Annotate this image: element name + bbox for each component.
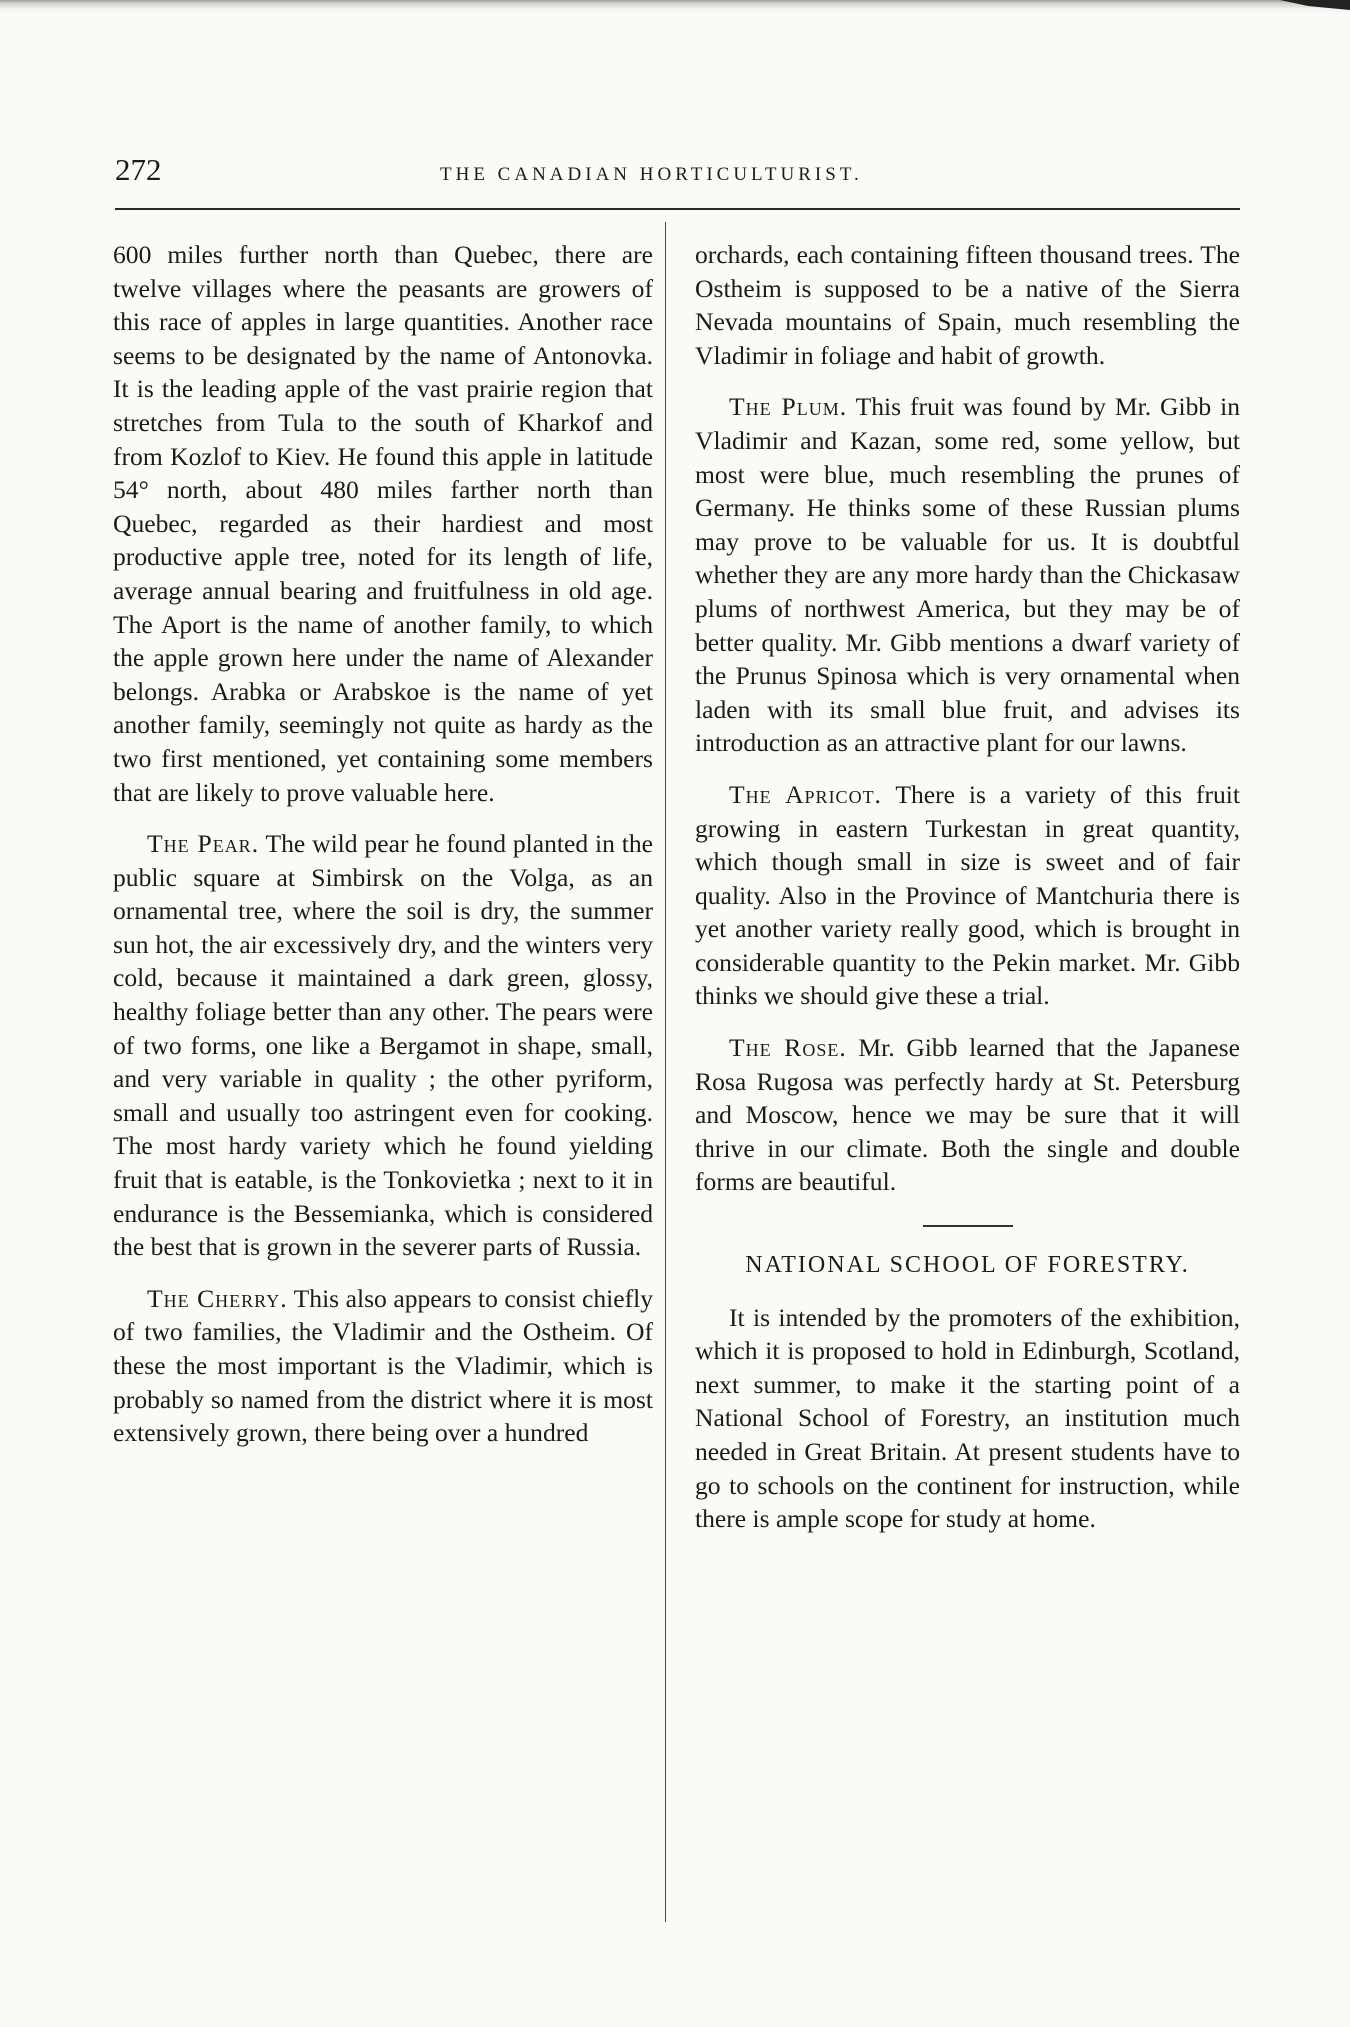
- pear-paragraph: [113, 827, 653, 1264]
- forestry-heading: NATIONAL SCHOOL OF FORESTRY.: [745, 1252, 1190, 1279]
- page-header: [115, 152, 1240, 192]
- section-divider: [923, 1225, 1013, 1227]
- forestry-paragraph: It is intended by the promoters of the exhibition, which it is proposed to hold in Edinburgh, Scotland, next summer, to make it the starting point of a National School of Forestry, an institution much needed in Great Britain. At present students have to go to schools on the continent for instruction, while there is ample scope for study at home.: [695, 1302, 1240, 1534]
- right-column: [695, 238, 1240, 1536]
- intro-paragraph: 600 miles further north than Quebec, there are twelve villages where the peasants are growers of this race of apples in large quantities. Another race seems to be designated by the name of Antonovka. It is the leading apple of the vast prairie region that stretches from Tula to the south of Kharkof and from Kozlof to Kiev. He found this apple in latitude 54° north, about 480 miles farther north than Quebec, regarded as their hardiest and most productive apple tree, noted for its length of life, average annual bearing and fruitfulness in old age. The Aport is the name of another family, to which the apple grown here under the name of Alexander belongs. Arabka or Arabskoe is the name of yet another family, seemingly not quite as hardy as the two first mentioned, yet containing some members that are likely to prove valuable here.: [113, 240, 653, 807]
- plum-text: This fruit was found by Mr. Gibb in Vladimir and Kazan, some red, some yellow, but most were blue, much resembling the prunes of Germany. He thinks some of these Russian plums may prove to be valuable for us. It is doubtful whether they are any more hardy than the Chickasaw plums of northwest America, but they may be of better quality. Mr. Gibb mentions a dwarf variety of the Prunus Spinosa which is very ornamental when laden with its small blue fruit, and advises its introduction as an attractive plant for our lawns.: [695, 392, 1240, 758]
- pear-heading: The Pear.: [147, 829, 260, 859]
- apricot-paragraph: [695, 778, 1240, 1013]
- cherry-heading: The Cherry.: [147, 1283, 288, 1313]
- cherry-text: This also appears to consist chiefly of two families, the Vladimir and the Ostheim. Of these the most important is the Vladimir, which is probably so named from the district where it is most extensively grown, there being over a hundred: [113, 1283, 654, 1448]
- rose-text: Mr. Gibb learned that the Japanese Rosa Rugosa was perfectly hardy at St. Petersburg and Moscow, hence we may be sure that it will thrive in our climate. Both the single and double forms are beautiful.: [695, 1033, 1240, 1197]
- header-rule: [115, 208, 1240, 210]
- page-number: 272: [115, 152, 162, 187]
- cherry-continued-paragraph: orchards, each containing fifteen thousand trees. The Ostheim is supposed to be a native of the Sierra Nevada mountains of Spain, much resembling the Vladimir in foliage and habit of growth.: [695, 240, 1240, 370]
- plum-heading: The Plum.: [729, 392, 848, 422]
- rose-heading: The Rose.: [729, 1033, 847, 1063]
- apricot-text: There is a variety of this fruit growing in eastern Turkestan in great quantity, which though small in size is sweet and of fair quality. Also in the Province of Mantchuria there is yet another variety really good, which is brought in considerable quantity to the Pekin market. Mr. Gibb thinks we should give these a trial.: [695, 779, 1240, 1011]
- apricot-heading: The Apricot.: [729, 779, 882, 809]
- plum-paragraph: [695, 390, 1240, 760]
- scan-top-edge: [0, 0, 1350, 14]
- column-divider: [665, 222, 666, 1922]
- left-column: [113, 238, 653, 1450]
- cherry-paragraph: [113, 1282, 653, 1450]
- rose-paragraph: [695, 1031, 1240, 1199]
- pear-text: The wild pear he found planted in the public square at Simbirsk on the Volga, as an ornamental tree, where the soil is dry, the summer sun hot, the air excessively dry, and the winters very cold, because it maintained a dark green, glossy, healthy foliage better than any other. The pears were of two forms, one like a Bergamot in shape, small, and very variable in quality ; the other pyriform, small and usually too astringent even for cooking. The most hardy variety which he found yielding fruit that is eatable, is the Tonkovietka ; next to it in endurance is the Bessemianka, which is considered the best that is grown in the severer parts of Russia.: [113, 829, 653, 1262]
- running-title: THE CANADIAN HORTICULTURIST.: [440, 164, 863, 185]
